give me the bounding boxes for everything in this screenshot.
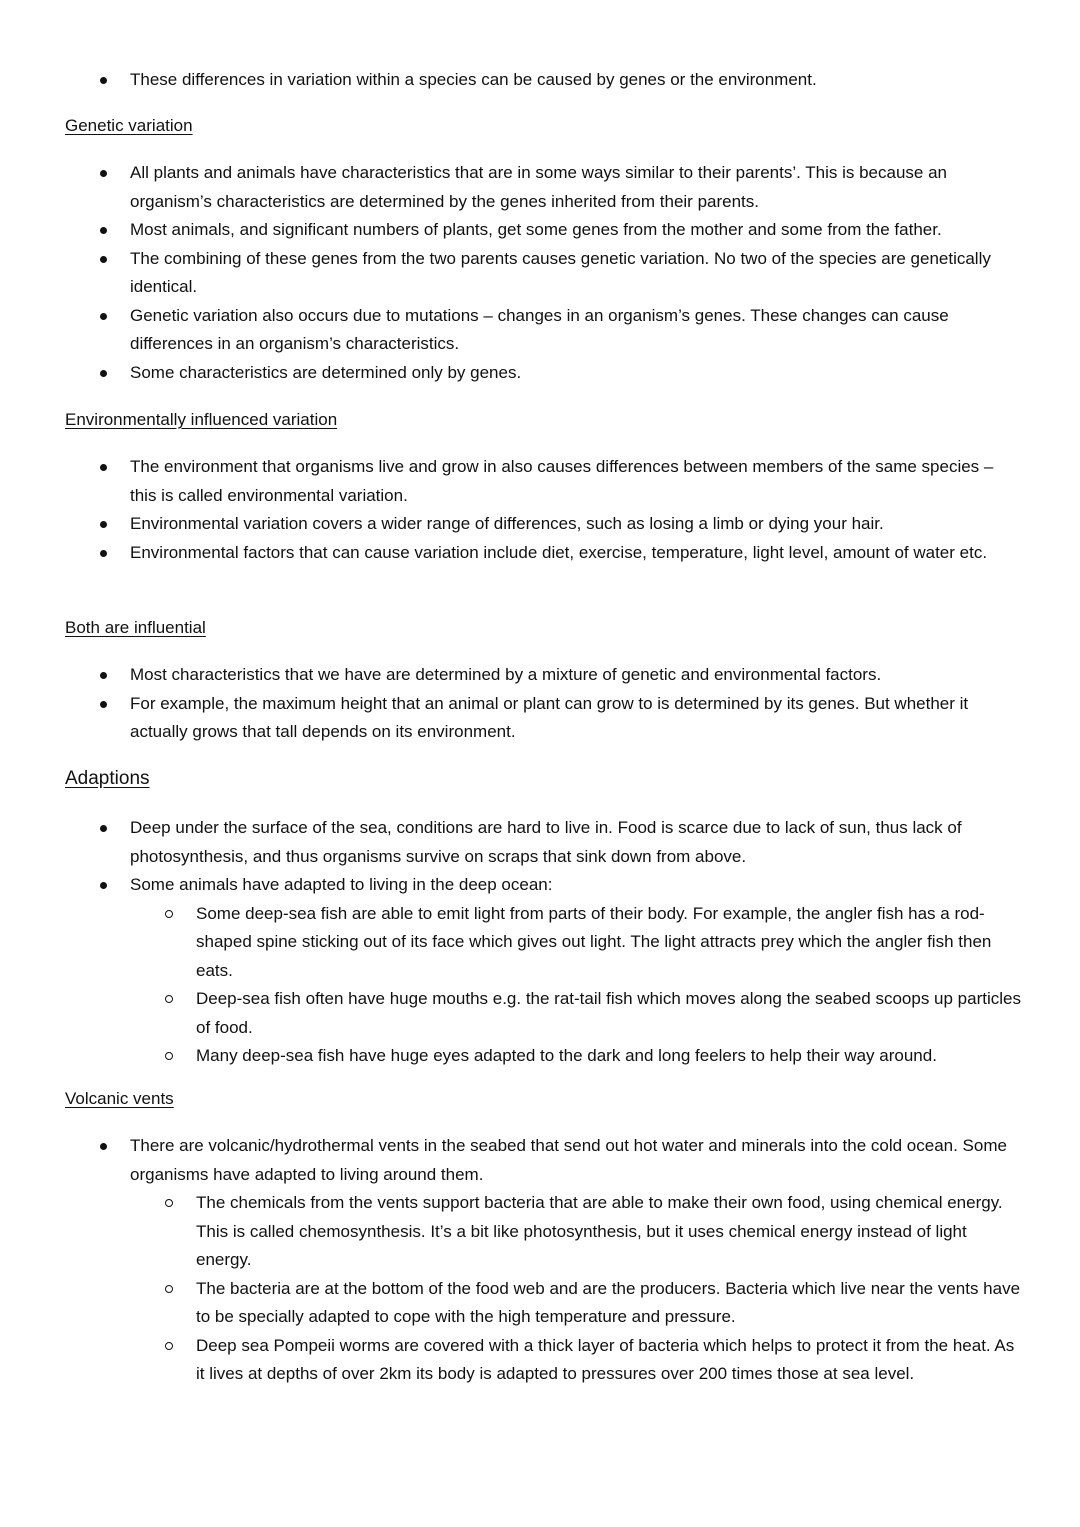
environmental-variation-list [130, 453, 1020, 567]
sub-list-item: Many deep-sea fish have huge eyes adapted to the dark and long feelers to help their way around. [196, 1042, 1021, 1071]
heading-genetic-variation: Genetic variation [65, 116, 193, 135]
intro-text: These differences in variation within a species can be caused by genes or the environment. [130, 70, 817, 89]
adaptions-list [130, 814, 1020, 1071]
sub-list-item: Deep sea Pompeii worms are covered with a thick layer of bacteria which helps to protect it from the heat. As it lives at depths of over 2km its body is adapted to pressures over 200 times those at sea level. [196, 1332, 1021, 1389]
list-item: All plants and animals have characteristics that are in some ways similar to their parents’. This is because an organism’s characteristics are determined by the genes inherited from their parents. [130, 159, 1020, 216]
sub-list-item: Deep-sea fish often have huge mouths e.g. the rat-tail fish which moves along the seabed scoops up particles of food. [196, 985, 1021, 1042]
sub-list-item: Some deep-sea fish are able to emit light from parts of their body. For example, the angler fish has a rod-shaped spine sticking out of its face which gives out light. The light attracts prey which the angler fish then eats. [196, 900, 1021, 986]
list-item: Environmental variation covers a wider range of differences, such as losing a limb or dying your hair. [130, 510, 1020, 539]
volcanic-vents-list [130, 1132, 1020, 1389]
list-item: Deep under the surface of the sea, conditions are hard to live in. Food is scarce due to lack of sun, thus lack of photosynthesis, and thus organisms survive on scraps that sink down from above. [130, 814, 1020, 871]
list-item-text: Some animals have adapted to living in the deep ocean: [130, 875, 553, 894]
sub-list-item: The chemicals from the vents support bacteria that are able to make their own food, using chemical energy. This is called chemosynthesis. It’s a bit like photosynthesis, but it uses chemical energy instead of light energy. [196, 1189, 1021, 1275]
list-item: Most animals, and significant numbers of plants, get some genes from the mother and some from the father. [130, 216, 1020, 245]
list-item: The environment that organisms live and grow in also causes differences between members of the same species – this is called environmental variation. [130, 453, 1020, 510]
both-influential-list [130, 661, 1020, 747]
bullet-icon [100, 77, 107, 84]
list-item: For example, the maximum height that an animal or plant can grow to is determined by its genes. But whether it actually grows that tall depends on its environment. [130, 690, 1020, 747]
list-item-text: There are volcanic/hydrothermal vents in the seabed that send out hot water and minerals into the cold ocean. Some organisms have adapted to living around them. [130, 1136, 1007, 1184]
genetic-variation-list [130, 159, 1020, 387]
sub-list-item: The bacteria are at the bottom of the food web and are the producers. Bacteria which live near the vents have to be specially adapted to cope with the high temperature and pressure. [196, 1275, 1021, 1332]
list-item [130, 871, 1020, 1071]
adaptions-sublist [130, 900, 1021, 1071]
list-item: Most characteristics that we have are determined by a mixture of genetic and environmental factors. [130, 661, 1020, 690]
list-item: Some characteristics are determined only by genes. [130, 359, 1020, 388]
heading-adaptions: Adaptions [65, 768, 150, 789]
heading-both-influential: Both are influential [65, 618, 206, 637]
heading-environmental-variation: Environmentally influenced variation [65, 410, 338, 429]
heading-volcanic-vents: Volcanic vents [65, 1089, 174, 1108]
list-item: The combining of these genes from the two parents causes genetic variation. No two of the species are genetically identical. [130, 245, 1020, 302]
list-item [130, 1132, 1020, 1389]
volcanic-vents-sublist [130, 1189, 1021, 1389]
list-item: Environmental factors that can cause variation include diet, exercise, temperature, light level, amount of water etc. [130, 539, 1020, 568]
list-item: Genetic variation also occurs due to mutations – changes in an organism’s genes. These changes can cause differences in an organism’s characteristics. [130, 302, 1020, 359]
